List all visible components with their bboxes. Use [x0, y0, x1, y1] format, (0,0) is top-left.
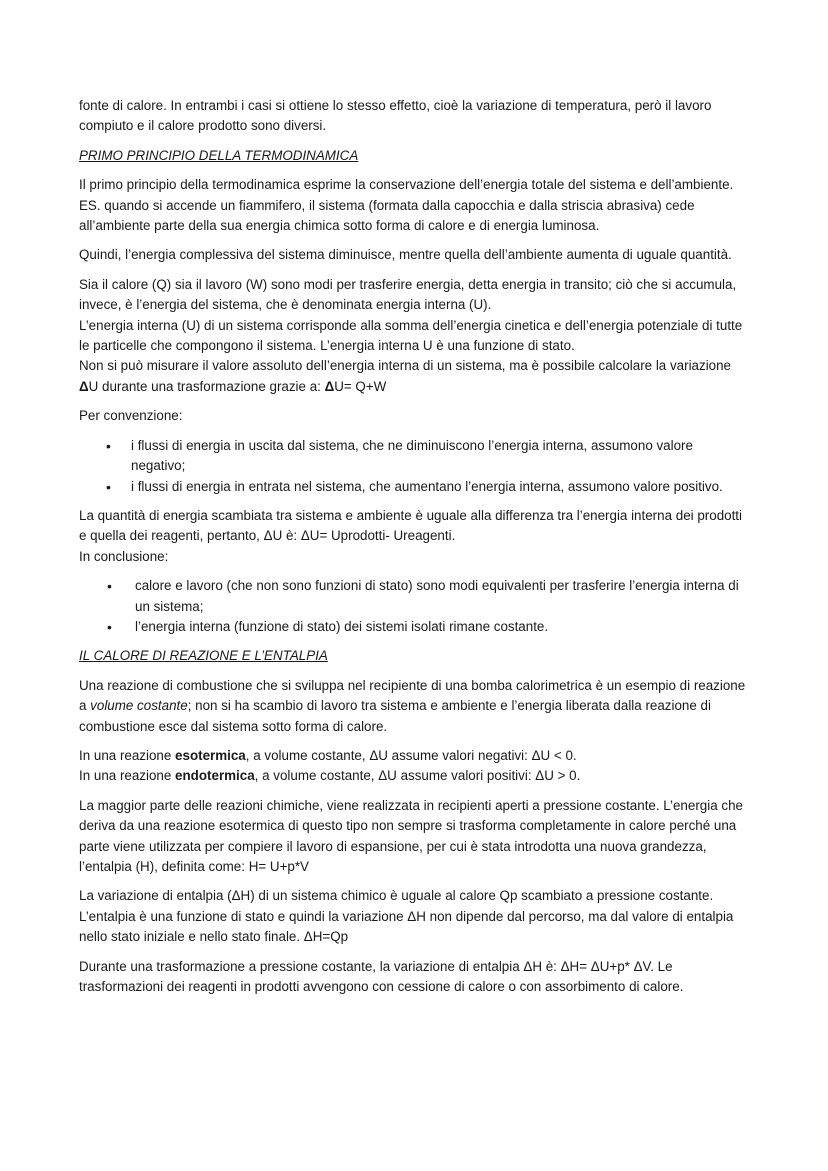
energy-balance-paragraph: Quindi, l’energia complessiva del sistema diminuisce, mentre quella dell’ambiente aumenta di uguale quantità.: [79, 247, 732, 263]
enthalpy-variation-paragraph: La variazione di entalpia (ΔH) di un sistema chimico è uguale al calore Qp scambiato a pressione costante. L’entalpia è una funzione di stato e quindi la variazione ΔH non dipende dal percorso, ma dal valore di entalpia nello stato iniziale e nello stato finale. ΔH=Qp: [79, 888, 734, 945]
list-item: [79, 436, 751, 477]
energy-exchange-paragraph: [79, 506, 751, 567]
delta-symbol: Δ: [324, 378, 335, 394]
bullet-icon: •: [107, 578, 112, 595]
convention-list: [79, 436, 751, 497]
enthalpy-definition-paragraph: La maggior parte delle reazioni chimiche, viene realizzata in recipienti aperti a pressione costante. L’energia che deriva da una reazione esotermica di questo tipo non sempre si trasforma completamente in calore perché una parte viene utilizzata per compiere il lavoro di espansione, per cui è stata introdotta una nuova grandezza, l’entalpia (H), definita come: H= U+p*V: [79, 797, 743, 874]
first-law-paragraph: Il primo principio della termodinamica esprime la conservazione dell’energia totale del sistema e dell’ambiente. ES. quando si accende un fiammifero, il sistema (formata dalla capocchia e dalla striscia abrasiva) cede all’ambiente parte della sua energia chimica sotto forma di calore e di energia luminosa.: [79, 177, 734, 234]
intro-paragraph: fonte di calore. In entrambi i casi si ottiene lo stesso effetto, cioè la variazione di temperatura, però il lavoro compiuto e il calore prodotto sono diversi.: [79, 98, 712, 134]
energy-exchange-line-1: La quantità di energia scambiata tra sistema e ambiente è uguale alla differenza tra l’energia interna dei prodotti e quella dei reagenti, pertanto, ΔU è: ΔU= Uprodotti- Ureagenti.: [79, 507, 742, 544]
list-item: [79, 477, 751, 497]
list-item: [79, 617, 751, 637]
list-item-text: i flussi di energia in entrata nel sistema, che aumentano l’energia interna, assumono valore positivo.: [131, 478, 723, 494]
delta-symbol: Δ: [79, 378, 89, 394]
convention-label: Per convenzione:: [79, 408, 183, 424]
internal-energy-line-1: Sia il calore (Q) sia il lavoro (W) sono modi per trasferire energia, detta energia in transito; ciò che si accumula, invece, è l’energia del sistema, che è denominata energia interna (U).: [79, 276, 737, 313]
list-item-text: l’energia interna (funzione di stato) dei sistemi isolati rimane costante.: [135, 618, 549, 634]
endothermic-text-end: , a volume costante, ΔU assume valori positivi: ΔU > 0.: [254, 768, 581, 784]
section-heading-enthalpy: IL CALORE DI REAZIONE E L’ENTALPIA: [79, 648, 328, 664]
page-content: [79, 96, 751, 1006]
conclusion-list: [79, 576, 751, 637]
conclusion-label: In conclusione:: [79, 548, 169, 564]
internal-energy-paragraph: [79, 275, 751, 397]
bullet-icon: •: [106, 478, 111, 495]
internal-energy-line-3-mid: U durante una trasformazione grazie a:: [88, 378, 325, 394]
section-heading-first-law: PRIMO PRINCIPIO DELLA TERMODINAMICA: [79, 147, 359, 163]
reaction-types-paragraph: [79, 746, 751, 787]
combustion-paragraph: [79, 676, 751, 737]
internal-energy-line-2: L’energia interna (U) di un sistema corrisponde alla somma dell’energia cinetica e dell’energia potenziale di tutte le particelle che compongono il sistema. L’energia interna U è una funzione di stato.: [79, 317, 743, 354]
constant-pressure-paragraph: Durante una trasformazione a pressione costante, la variazione di entalpia ΔH è: ΔH= ΔU+p* ΔV. Le trasformazioni dei reagenti in prodotti avvengono con cessione di calore o con assorbimento di calore.: [79, 958, 684, 995]
first-law-formula: U= Q+W: [334, 378, 387, 394]
endothermic-term: endotermica: [175, 768, 255, 784]
bullet-icon: •: [107, 618, 112, 635]
list-item: [79, 576, 751, 617]
combustion-text-end: ; non si ha scambio di lavoro tra sistema e ambiente e l’energia liberata dalla reazione di combustione esce dal sistema sotto forma di calore.: [79, 698, 711, 734]
exothermic-text-start: In una reazione: [79, 747, 176, 763]
bullet-icon: •: [106, 437, 111, 454]
exothermic-text-end: , a volume costante, ΔU assume valori negativi: ΔU < 0.: [245, 747, 577, 763]
endothermic-text-start: In una reazione: [79, 768, 176, 784]
exothermic-term: esotermica: [175, 747, 246, 763]
volume-costante-term: volume costante: [90, 698, 188, 714]
list-item-text: i flussi di energia in uscita dal sistema, che ne diminuiscono l’energia interna, assumono valore negativo;: [131, 437, 693, 474]
internal-energy-line-3: Non si può misurare il valore assoluto dell’energia interna di un sistema, ma è possibile calcolare la variazione: [79, 358, 732, 374]
combustion-text-start: Una reazione di combustione che si sviluppa nel recipiente di una bomba calorimetrica è un esempio di reazione a: [79, 677, 746, 714]
list-item-text: calore e lavoro (che non sono funzioni di stato) sono modi equivalenti per trasferire l’energia interna di un sistema;: [135, 578, 739, 614]
